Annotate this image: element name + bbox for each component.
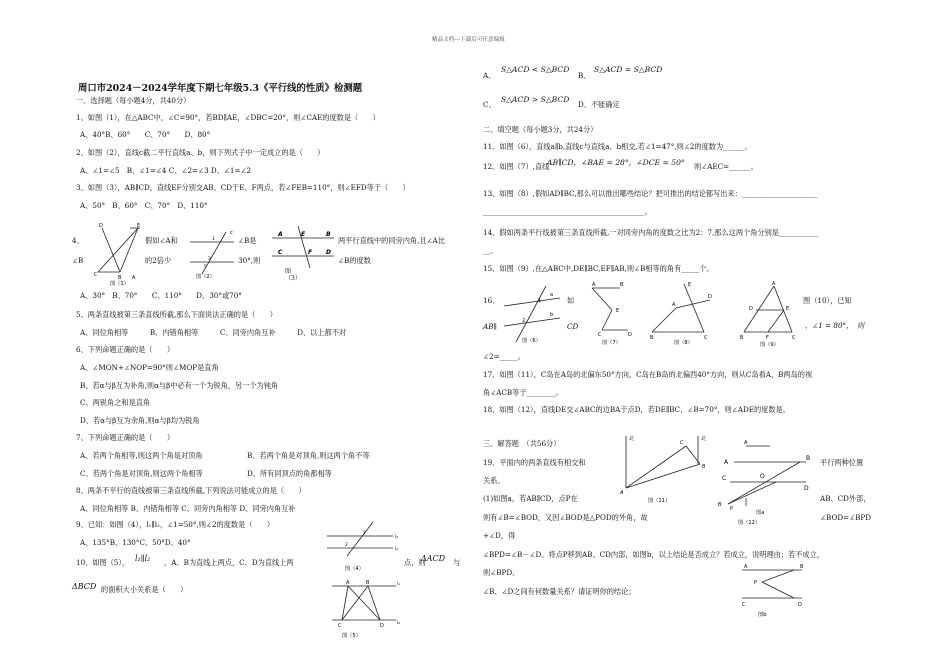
question-4-text-c: 两平行直线中的同旁内角,且∠A比 (338, 236, 445, 245)
question-4-text-e: 的2倍少 (145, 256, 172, 265)
fig12-caption: 图（12） (738, 520, 761, 526)
fig5-label-l2: l₂ (397, 621, 401, 626)
fig11-line-ab (626, 464, 700, 488)
figb-label-b: B (800, 564, 804, 570)
figure-8 (648, 278, 714, 348)
question-7-option-c: C、若两个角是对顶角,则这两个角相等 (80, 469, 203, 478)
figure-10-placeholder (526, 282, 527, 283)
fig8-label-e: E (688, 282, 692, 288)
figure-b (740, 560, 820, 620)
fig1-line-bd (102, 228, 120, 272)
fig8-label-c: C (704, 335, 708, 341)
figb-label-c: C (742, 602, 746, 608)
question-12-b: 则∠AEC=______。 (694, 162, 758, 171)
figure-7 (578, 278, 638, 348)
fig9-label-f: F (766, 335, 769, 341)
fig12-label-b: B (806, 455, 811, 462)
question-14-blank: __。 (483, 246, 498, 255)
fig2-label-c: c (230, 230, 233, 236)
question-19-part1: (1)如图a，若AB∥CD，点P在 (483, 494, 578, 503)
question-19-text-c: 关系。 (483, 476, 505, 485)
fig3-label-f: F (308, 249, 313, 256)
figure-4 (325, 518, 405, 572)
question-9-options: A、135°B、130°C、50°D、40° (80, 538, 191, 547)
fig2-label-5: 5 (204, 265, 207, 270)
question-15: 15、如图（9）,在△ABC中,DE∥BC,EF∥AB,则∠B相等的角有_____个。 (483, 264, 714, 273)
question-18: 18、如图（12），直线DE交∠ABC的边BA于点D，若DE∥BC，∠B=70°，则∠ADE的度数是。 (483, 405, 790, 414)
fig11-label-c: C (680, 440, 684, 446)
fig6-label-a: a (550, 292, 554, 298)
question-6: 6、下列命题正确的是（ ） (76, 345, 175, 354)
fig8-line-ab (652, 308, 676, 332)
question-3-options: A、50° B、60° C、70° D、110° (80, 201, 208, 210)
figure-3 (268, 222, 338, 272)
figb-label-a: A (744, 564, 748, 570)
fig9-label-a: A (772, 281, 776, 287)
question-13: 13、如图（8）,假如AD∥BC,那么可以推出哪些结论？把可推出的结论都写出来：_____________________ (483, 189, 818, 198)
section-answer: 三、解答题 （共56分） (483, 439, 561, 448)
question-19-text-i: ∠BPD=∠B－∠D。将点P移到AB、CD内部，如图b，以上结论是否成立？若成立，说明理由；若不成立， (483, 550, 824, 559)
question-19-text-g: ∠BOD=∠BPD (820, 513, 872, 522)
question-4-number: 4、 (72, 236, 84, 245)
fig12-label-o: O (760, 473, 765, 480)
fig7-label-c: C (598, 332, 602, 338)
question-10-d: 与 (453, 558, 461, 567)
fig3-label-b: B (326, 231, 331, 238)
fig12-label-a-top: A (744, 440, 748, 446)
fig6-line-c (516, 286, 546, 342)
fig8-label-a: A (672, 302, 676, 308)
option-c-formula: S△ACD > S△BCD (501, 95, 570, 104)
question-6-option-a: A、∠MON+∠NOP=90°则∠MOP是直角 (80, 363, 219, 372)
page-title: 周口市2024－2024学年度下期七年级5.3《平行线的性质》检测题 (78, 83, 363, 94)
question-1: 1、如图（1），在△ABC中，∠C=90°，若BD∥AE，∠DBC=20°，则∠CAE的度数是（ ） (76, 113, 380, 122)
figure-9 (738, 280, 800, 348)
question-16-blank: ∠2=_____。 (483, 352, 525, 361)
fig12-label-d: D (804, 485, 809, 492)
question-19-text-b: 平行两种位置 (820, 458, 864, 467)
figure-6 (502, 284, 564, 348)
fig5-label-a: A (346, 580, 350, 586)
fig4-label-l2: l₂ (395, 547, 399, 552)
question-7: 7、下列命题正确的是（ ） (76, 433, 175, 442)
fig1-label-e: E (137, 223, 141, 229)
fig5-line-bd (368, 586, 380, 620)
fig12-line-pb (728, 462, 800, 504)
fig8-label-d: D (708, 294, 712, 300)
fig1-caption: 图（1） (110, 281, 129, 286)
option-c-label: C、 (483, 100, 496, 109)
question-4-text-d: ∠B (72, 256, 84, 265)
question-3: 3、如图（3），AB∥CD，直线EF分别交AB、CD于E、F两点，若∠FEB=110°，则∠EFD等于（ ） (76, 183, 410, 192)
fig12-label-a: A (724, 459, 729, 466)
question-2-options: A、∠1=∠5 B、∠1=∠4 C、∠2=∠3 D、∠1=∠2 (80, 166, 252, 175)
figb-label-d: D (798, 602, 802, 608)
fig5-line-ac (342, 586, 348, 620)
figb-line-bp (762, 570, 794, 582)
fig8-line-ad (676, 300, 710, 308)
question-6-option-b: B、若α与β互为补角,则α与β中必有一个为锐角，另一个为钝角 (80, 381, 279, 390)
question-11: 11、如图（6），直线a∥b,直线c与直线a、b相交,若∠1=47°,则∠2的度数为______。 (483, 142, 752, 151)
page-header: 精品文档---下载后可任意编辑 (432, 37, 505, 43)
question-16-number: 16、 (483, 296, 500, 305)
fig4-label-l1: l₁ (395, 535, 399, 540)
question-13-blank: _____________________________________________。 (483, 207, 652, 216)
fig9-line-ef (768, 310, 784, 332)
question-10-c: 点，则 (404, 558, 426, 567)
fig12-label-p: P (730, 506, 734, 512)
question-19: 19、平面内的两条直线有相交和 (483, 458, 586, 467)
fig11-caption: 图（11） (648, 498, 671, 504)
fig1-label-a: A (132, 275, 136, 281)
question-8-options: A、同位角相等 B、内错角相等 C、同旁内角相等 D、同旁内角互补 (80, 504, 296, 513)
fig5-label-l1: l₁ (397, 582, 401, 587)
question-10-acd: ΔACD (421, 554, 446, 563)
section-choice: 一、选择题（每小题4分，共40分） (76, 96, 191, 105)
fig4-label-2: 2 (345, 543, 348, 548)
fig6-label-2: 2 (522, 318, 526, 324)
fig9-caption: 图（9） (760, 342, 779, 348)
fig3-label-e: E (301, 231, 306, 238)
option-b-label: B、 (578, 71, 591, 80)
question-19-text-f: 则有∠B=∠BOD，又因∠BOD是△POD的外角，故 (483, 513, 648, 522)
fig1-line-ba (120, 228, 138, 272)
question-16-angle: ，∠1 = 80°， 则 (805, 321, 865, 330)
fig1-line-ca (98, 228, 138, 272)
fig8-label-b: B (650, 335, 654, 341)
fig9-label-b: B (740, 335, 744, 341)
option-a-formula: S△ACD < S△BCD (501, 65, 570, 74)
question-10-bcd: ΔBCD (72, 582, 97, 591)
question-16-text-b: 图（10），已知 (803, 296, 852, 305)
figure-1 (92, 220, 144, 286)
question-10-e: 的面积大小关系是（ ） (101, 585, 188, 594)
fig7-label-b: B (620, 282, 624, 288)
fig9-line-ac (774, 286, 792, 332)
question-6-option-d: D、若α与β互为余角,则α与β均为锐角 (80, 416, 200, 425)
question-7-option-b: B、若两个角是对顶角,则这两个角不等 (247, 451, 370, 460)
question-10-l1l2: l₁∥l₂ (135, 554, 151, 563)
question-12-a: 12、如图（7）,直线 (483, 162, 550, 171)
question-7-option-a: A、若两个角相等,则这两个角是对顶角 (80, 451, 203, 460)
fig12-label-b-small: B (718, 502, 722, 508)
fig7-label-d: D (628, 332, 632, 338)
fig6-label-b: b (550, 312, 554, 318)
fig1-label-d: D (99, 223, 103, 229)
figb-line-pd (762, 582, 794, 598)
question-10-a: 10、如图（5）， (76, 558, 130, 567)
option-a-label: A、 (483, 71, 496, 80)
section-fill: 二、填空题（每小题3分，共24分） (483, 125, 598, 134)
figure-2 (186, 228, 238, 280)
figure-12a (716, 438, 818, 528)
fig4-transversal (347, 522, 373, 556)
fig7-label-e: E (616, 308, 620, 314)
question-19-text-h: +∠D，得 (483, 531, 516, 540)
figure-5 (330, 576, 412, 640)
fig2-caption: 图（2） (196, 274, 215, 280)
fig9-label-e: E (786, 306, 790, 312)
fig7-label-a: A (592, 282, 596, 288)
fig5-label-b: B (366, 580, 370, 586)
fig5-caption: 图（5） (342, 633, 361, 639)
fig11-north-label-a: 北 (629, 436, 635, 442)
fig2-label-3: 3 (208, 257, 211, 262)
question-7-option-d: D、所有同顶点的角都相等 (247, 469, 332, 478)
question-19-text-e: AB、CD外部， (820, 494, 871, 503)
question-4-text-b: ∠B是 (238, 236, 257, 245)
fig6-label-1: 1 (538, 298, 542, 304)
fig11-line-ac (626, 446, 686, 488)
question-1-options: A、40°B、60° C、70° D、80° (80, 130, 211, 139)
fig3-label-d: D (326, 249, 331, 256)
fig9-label-d: D (749, 306, 753, 312)
question-19-text-j: 则∠BPD、 (483, 568, 520, 577)
fig2-label-1: 1 (212, 237, 215, 242)
question-14: 14、假如两条平行线被第三条直线所截,一对同旁内角的度数之比为2：7,那么这两个角分别是___________ (483, 228, 819, 237)
question-17-blank: 角∠ACB等于________。 (483, 388, 563, 397)
fig12-label-c: C (722, 475, 727, 482)
fig6-line-b (504, 318, 560, 326)
fig9-label-c: C (792, 335, 796, 341)
figb-label-p: P (754, 580, 758, 586)
question-16-text-a: 如 (567, 296, 575, 305)
fig11-label-b: B (702, 464, 706, 470)
question-10-b: ，A、B为直线上两点，C、D为直线上两 (164, 558, 294, 567)
fig1-label-b: B (118, 275, 122, 281)
question-4-text-a: 假如∠A和 (145, 236, 178, 245)
question-17: 17、如图（11），C岛在A岛的北偏东50°方向，C岛在B岛的北偏西40°方向，则从C岛看A，B两岛的视 (483, 370, 813, 379)
fig7-line-ae (592, 288, 612, 310)
option-d-label: D、不能确定 (578, 100, 620, 109)
question-8: 8、两条不平行的直线被第三条直线所截,下列说法可能成立的是（ ） (76, 486, 306, 495)
question-4-text-g: ∠B的度数 (338, 256, 371, 265)
question-2: 2、如图（2），直线c截二平行直线a、b，则下列式子中一定成立的是（ ） (76, 148, 325, 157)
fig4-label-1: 1 (363, 531, 366, 536)
question-16-ab: AB∥ (483, 322, 497, 331)
figure-11 (616, 430, 716, 512)
fig5-label-d: D (380, 623, 384, 629)
question-5-options: A、同位角相等 B、内错角相等 C、同旁内角互补 D、以上都不对 (80, 328, 347, 337)
fig7-caption: 图（7） (602, 340, 621, 346)
fig5-label-c: C (338, 623, 342, 629)
question-4-text-f: 30°,则 (238, 256, 261, 265)
question-6-option-c: C、两锐角之和是直角 (80, 398, 151, 407)
fig-a-caption: 图a (756, 510, 765, 516)
fig11-north-label-b: 北 (701, 436, 707, 442)
question-12-formula: AB∥CD，∠BAE = 28°，∠DCE = 50° (547, 158, 685, 167)
question-4-options: A、30° B、70° C、110° D、30°或70° (80, 291, 242, 300)
fig4-caption: 图（4） (345, 566, 364, 572)
question-5: 5、两条直线被第三条直线所截,那么下面说法正确的是（ ） (76, 310, 277, 319)
question-19-text-k: ∠B、∠D之间有何数量关系？请证明你的结论； (483, 587, 636, 596)
fig12-line-pd (728, 482, 776, 504)
fig8-caption: 图（8） (674, 340, 693, 346)
question-16-cd: CD (567, 322, 579, 331)
fig7-line-ec (602, 310, 612, 330)
option-b-formula: S△ACD = S△BCD (594, 65, 663, 74)
fig1-label-c: C (94, 272, 98, 278)
question-9: 9、已知：如图（4），l₁∥l₂，∠1=50°,则∠2的度数是（ ） (76, 520, 275, 529)
fig3-label-a: A (278, 231, 283, 238)
fig8-line-ec (684, 284, 704, 332)
fig3-label-c: C (278, 249, 283, 256)
fig6-caption: 图（6） (522, 338, 541, 344)
question-4-figure-ref: 图（3） (285, 268, 301, 282)
fig6-line-a (504, 298, 560, 306)
fig-b-caption: 图b (758, 612, 767, 618)
fig11-label-a: A (620, 490, 624, 496)
